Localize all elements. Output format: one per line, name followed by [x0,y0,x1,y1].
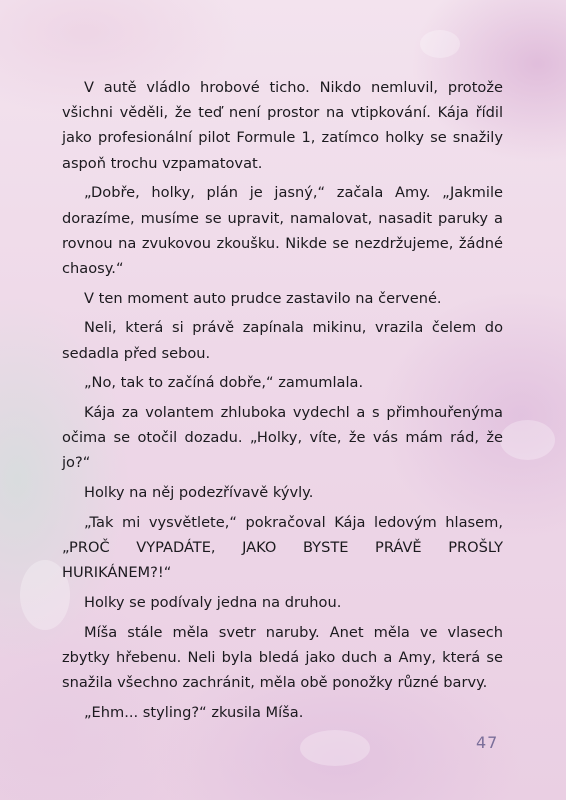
paint-splash-decoration [420,30,460,58]
paint-splash-decoration [500,420,555,460]
paragraph: „Dobře, holky, plán je jasný,“ začala Amy. „Jakmile dorazíme, musíme se upravit, namalovat, nasadit paruky a rovnou na zvukovou zkoušku. Nikde se nezdržujeme, žádné chaosy.“ [62,184,503,277]
story-text [62,75,503,729]
paragraph: V ten moment auto prudce zastavilo na červené. [84,289,442,307]
paragraph: Míša stále měla svetr naruby. Anet měla ve vlasech zbytky hřebenu. Neli byla bledá jako duch a Amy, která se snažila všechno zachránit, měla obě ponožky různé barvy. [62,623,503,691]
paragraph: Holky na něj podezřívavě kývly. [84,484,314,502]
paragraph: Kája za volantem zhluboka vydechl a s přimhouřenýma očima se otočil dozadu. „Holky, víte, že vás mám rád, že jo?“ [62,403,503,472]
paragraph: „No, tak to začíná dobře,“ zamumlala. [84,374,364,392]
paragraph: „Tak mi vysvětlete,“ pokračoval Kája ledovým hlasem, „PROČ VYPADÁTE, JAKO BYSTE PRÁVĚ PROŠLY HURIKÁNEM?!“ [62,513,503,582]
paragraph: Holky se podívaly jedna na druhou. [84,593,342,611]
page-number: 47 [476,733,499,752]
paragraph: „Ehm... styling?“ zkusila Míša. [84,703,304,721]
paragraph: V autě vládlo hrobové ticho. Nikdo nemluvil, protože všichni věděli, že teď není prostor na vtipkování. Kája řídil jako profesionální pilot Formule 1, zatímco holky se snažily aspoň trochu vzpamatovat. [62,79,503,172]
paragraph: Neli, která si právě zapínala mikinu, vrazila čelem do sedadla před sebou. [62,319,503,362]
paint-splash-decoration [300,730,370,766]
